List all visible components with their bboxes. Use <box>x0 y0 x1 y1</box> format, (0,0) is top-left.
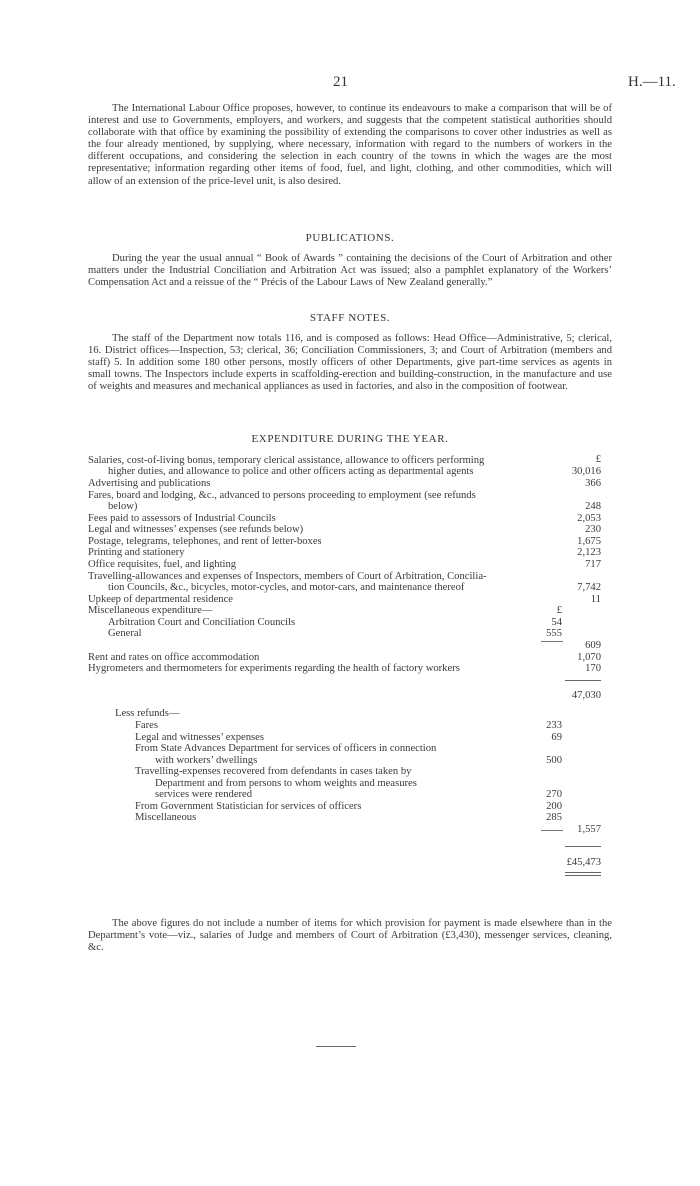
net-total-double-rule <box>565 875 601 876</box>
staff-notes-heading: STAFF NOTES. <box>309 312 391 324</box>
refund-item-sub-amount: 285 <box>546 812 562 823</box>
refund-item-sub-amount: 200 <box>546 801 562 812</box>
expenditure-item <box>0 559 700 571</box>
refund-item-label: Department and from persons to whom weights and measures <box>155 778 417 789</box>
refund-item <box>0 720 700 732</box>
intro-paragraph: The International Labour Office proposes, however, to continue its endeavours to make a comparison that will be of interest and use to Governments, employers, and workers, and suggests that the competent statistical authorities should collaborate with that office by examining the possibility of extending the comparisons to cover other industries as well as the four already mentioned, by supplying, where necessary, information with regard to the numbers of workers in the different occupations, and considering the selection in each country of the towns in which the wages are the most representative; information regarding other items of food, fuel, and light, clothing, and other commodities, which will allow of an extension of the price-level unit, is also desired. <box>88 103 612 187</box>
expenditure-item-label: higher duties, and allowance to police and other officers acting as departmental agents <box>108 466 474 477</box>
net-total-rule <box>565 846 601 847</box>
currency-mark-total-column: £ <box>595 454 601 465</box>
expenditure-item-sub-amount: 555 <box>546 628 562 639</box>
expenditure-item-amount: 1,675 <box>577 536 601 547</box>
expenditure-item-amount: 717 <box>585 559 601 570</box>
refund-item-label: Fares <box>135 720 158 731</box>
refund-item-label: From State Advances Department for services of officers in connection <box>135 743 437 754</box>
currency-mark-sub-column: £ <box>556 605 562 616</box>
expenditure-item-label: Fares, board and lodging, &c., advanced to persons proceeding to employment (see refunds <box>88 490 476 501</box>
net-total-rule-lower <box>565 872 601 873</box>
expenditure-item-amount: 11 <box>590 594 601 605</box>
sub-total-dash <box>541 641 563 642</box>
expenditure-item-label: Advertising and publications <box>88 478 211 489</box>
gross-total-rule <box>565 680 601 681</box>
expenditure-item-amount: 7,742 <box>577 582 601 593</box>
refund-item-label: Travelling-expenses recovered from defendants in cases taken by <box>135 766 412 777</box>
refund-item <box>0 766 700 778</box>
expenditure-item <box>0 466 700 478</box>
expenditure-item-sub-amount: 54 <box>551 617 562 628</box>
less-refunds-heading-label: Less refunds— <box>115 708 180 719</box>
expenditure-item-amount: 2,123 <box>577 547 601 558</box>
expenditure-heading: EXPENDITURE DURING THE YEAR. <box>251 433 449 445</box>
gross-total-row-amount: 47,030 <box>571 690 601 701</box>
refund-item-sub-amount: 69 <box>551 732 562 743</box>
expenditure-item <box>0 547 700 559</box>
expenditure-item-label: Upkeep of departmental residence <box>88 594 234 605</box>
expenditure-item-label: General <box>108 628 142 639</box>
expenditure-item-label: Printing and stationery <box>88 547 185 558</box>
refunds-total-row-amount: 1,557 <box>577 824 601 835</box>
expenditure-item-amount: 2,053 <box>577 513 601 524</box>
expenditure-item-label: Travelling-allowances and expenses of Inspectors, members of Court of Arbitration, Concilia- <box>88 571 487 582</box>
publications-paragraph: During the year the usual annual “ Book of Awards ” containing the decisions of the Court of Arbitration and other matters under the Industrial Conciliation and Arbitration Act was issued; also a pamphlet explanatory of the Workers’ Compensation Act and a reissue of the “ Précis of the Labour Laws of New Zealand generally.” <box>88 253 612 289</box>
expenditure-item-label: Legal and witnesses’ expenses (see refunds below) <box>88 524 304 535</box>
less-refunds-heading <box>0 708 700 720</box>
expenditure-item <box>0 478 700 490</box>
refund-item <box>0 743 700 755</box>
refund-item <box>0 812 700 824</box>
end-rule <box>316 1046 356 1047</box>
expenditure-item-amount: 30,016 <box>571 466 601 477</box>
expenditure-item <box>0 628 700 640</box>
currency-sub-row <box>0 605 700 617</box>
closing-paragraph: The above figures do not include a number of items for which provision for payment is made elsewhere than in the Department’s vote—viz., salaries of Judge and members of Court of Arbitration (£3,430), messenger services, cleaning, &c. <box>88 918 612 954</box>
expenditure-item-label: Miscellaneous expenditure— <box>88 605 213 616</box>
refund-item-sub-amount: 233 <box>546 720 562 731</box>
refund-item-label: services were rendered <box>155 789 253 800</box>
refund-item-label: Legal and witnesses’ expenses <box>135 732 264 743</box>
expenditure-item-label: tion Councils, &c., bicycles, motor-cycles, and motor-cars, and maintenance thereof <box>108 582 465 593</box>
expenditure-item-label: Hygrometers and thermometers for experiments regarding the health of factory workers <box>88 663 460 674</box>
refund-item-label: Miscellaneous <box>135 812 197 823</box>
expenditure-item-amount: 248 <box>585 501 601 512</box>
expenditure-item-amount: 170 <box>585 663 601 674</box>
refund-item <box>0 789 700 801</box>
refund-item-sub-amount: 270 <box>546 789 562 800</box>
page-number: 21 <box>333 74 348 90</box>
expenditure-item-amount: 230 <box>585 524 601 535</box>
expenditure-item-label: Arbitration Court and Conciliation Councils <box>108 617 296 628</box>
net-total-row <box>0 857 700 869</box>
publications-heading: PUBLICATIONS. <box>305 232 395 244</box>
net-total-row-amount: £45,473 <box>566 857 601 868</box>
expenditure-item-label: below) <box>108 501 138 512</box>
expenditure-item <box>0 582 700 594</box>
expenditure-item <box>0 663 700 675</box>
expenditure-item <box>0 501 700 513</box>
gross-total-row <box>0 690 700 702</box>
document-reference: H.—11. <box>628 74 676 90</box>
expenditure-item <box>0 524 700 536</box>
refund-item-label: From Government Statistician for services of officers <box>135 801 362 812</box>
staff-notes-paragraph: The staff of the Department now totals 116, and is composed as follows: Head Office—Administrative, 5; clerical, 16. District offices—Inspection, 53; clerical, 36; Conciliation Commissioners, 3; and Court of Arbitration (members and staff) 5. In addition some 180 other persons, mostly officers of other Departments, give part-time services as agents in small towns. The Inspectors include experts in scaffolding-erection and building-construction, in the manufacture and use of weights and measures and mechanical appliances as used in factories, and also in the composition of footwear. <box>88 333 612 393</box>
expenditure-item-amount: 1,070 <box>577 652 601 663</box>
expenditure-item-label: Rent and rates on office accommodation <box>88 652 260 663</box>
refunds-total-row <box>0 824 700 836</box>
refund-item-label: with workers’ dwellings <box>155 755 258 766</box>
refund-item-sub-amount: 500 <box>546 755 562 766</box>
expenditure-item-label: Salaries, cost-of-living bonus, temporary clerical assistance, allowance to officers performing <box>88 455 485 466</box>
expenditure-item-amount: 366 <box>585 478 601 489</box>
expenditure-item-label: Office requisites, fuel, and lighting <box>88 559 237 570</box>
expenditure-item-label: Fees paid to assessors of Industrial Councils <box>88 513 276 524</box>
expenditure-item <box>0 640 700 652</box>
expenditure-item-label: Postage, telegrams, telephones, and rent of letter-boxes <box>88 536 322 547</box>
expenditure-item-amount: 609 <box>585 640 601 651</box>
